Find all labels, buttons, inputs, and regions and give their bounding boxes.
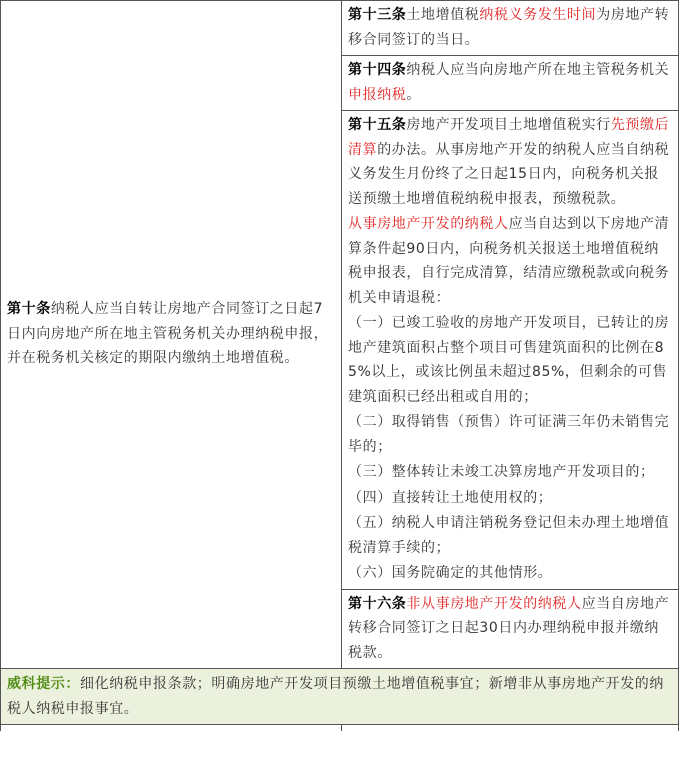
- old-article-10-cell: [1, 1, 342, 669]
- article-text: 。: [406, 86, 422, 103]
- highlight-text: 从事房地产开发的纳税人: [348, 216, 509, 232]
- article-number: 第十六条: [348, 595, 407, 612]
- tip-text: 细化纳税申报条款；明确房地产开发项目预缴土地增值税事宜；新增非从事房地产开发的纳税人纳税申报事宜。: [7, 676, 664, 717]
- next-row-right-stub: [342, 725, 679, 732]
- highlight-text: 先预缴后清算: [348, 117, 670, 158]
- list-item: （六）国务院确定的其他情形。: [348, 565, 553, 581]
- highlight-text: 纳税义务发生时间: [479, 7, 597, 23]
- new-article-14-cell: [342, 56, 679, 111]
- tip-cell: [1, 669, 679, 725]
- list-item: （五）纳税人申请注销税务登记但未办理土地增值税清算手续的；: [348, 515, 670, 556]
- article-text: 纳税人应当自转让房地产合同签订之日起7日内向房地产所在地主管税务机关办理纳税申报，并在税务机关核定的期限内缴纳土地增值税。: [7, 301, 329, 367]
- article-text: 土地增值税: [406, 7, 480, 23]
- article-text: 应当自房地产转移合同签订之日起30日内办理纳税申报并缴纳税款。: [348, 595, 670, 661]
- article-text: 房地产开发项目土地增值税实行: [406, 117, 611, 133]
- article-text: 为房地产转移合同签订的当日。: [348, 7, 670, 48]
- article-number: 第十三条: [348, 7, 407, 23]
- tip-label: 威科提示：: [7, 676, 80, 692]
- next-row-left-stub: [1, 725, 342, 732]
- new-article-16-cell: [342, 589, 679, 669]
- article-number: 第十五条: [348, 117, 407, 133]
- list-item: （一）已竣工验收的房地产开发项目，已转让的房地产建筑面积占整个项目可售建筑面积的比例在85%以上，或该比例虽未超过85%，但剩余的可售建筑面积已经出租或自用的；: [348, 315, 670, 405]
- article-number: 第十条: [7, 301, 51, 318]
- article-paragraph: [348, 212, 672, 310]
- list-item: （四）直接转让土地使用权的；: [348, 489, 553, 506]
- new-article-13-cell: [342, 1, 679, 56]
- new-article-15-cell: [342, 111, 679, 590]
- article-text: 的办法。从事房地产开发的纳税人应当自纳税义务发生月份终了之日起15日内，向税务机关报送预缴土地增值税纳税申报表，预缴税款。: [348, 141, 670, 207]
- article-number: 第十四条: [348, 62, 407, 78]
- highlight-text: 非从事房地产开发的纳税人: [406, 595, 582, 612]
- list-item: （三）整体转让未竣工决算房地产开发项目的；: [348, 464, 655, 480]
- article-text: 纳税人应当向房地产所在地主管税务机关: [406, 62, 670, 78]
- article-text: 应当自达到以下房地产清算条件起90日内，向税务机关报送土地增值税纳税申报表，自行完成清算，结清应缴税款或向税务机关申请退税：: [348, 216, 670, 306]
- list-item: （二）取得销售（预售）许可证满三年仍未销售完毕的；: [348, 414, 670, 455]
- article-paragraph: [348, 113, 672, 211]
- highlight-text: 申报纳税: [348, 86, 407, 103]
